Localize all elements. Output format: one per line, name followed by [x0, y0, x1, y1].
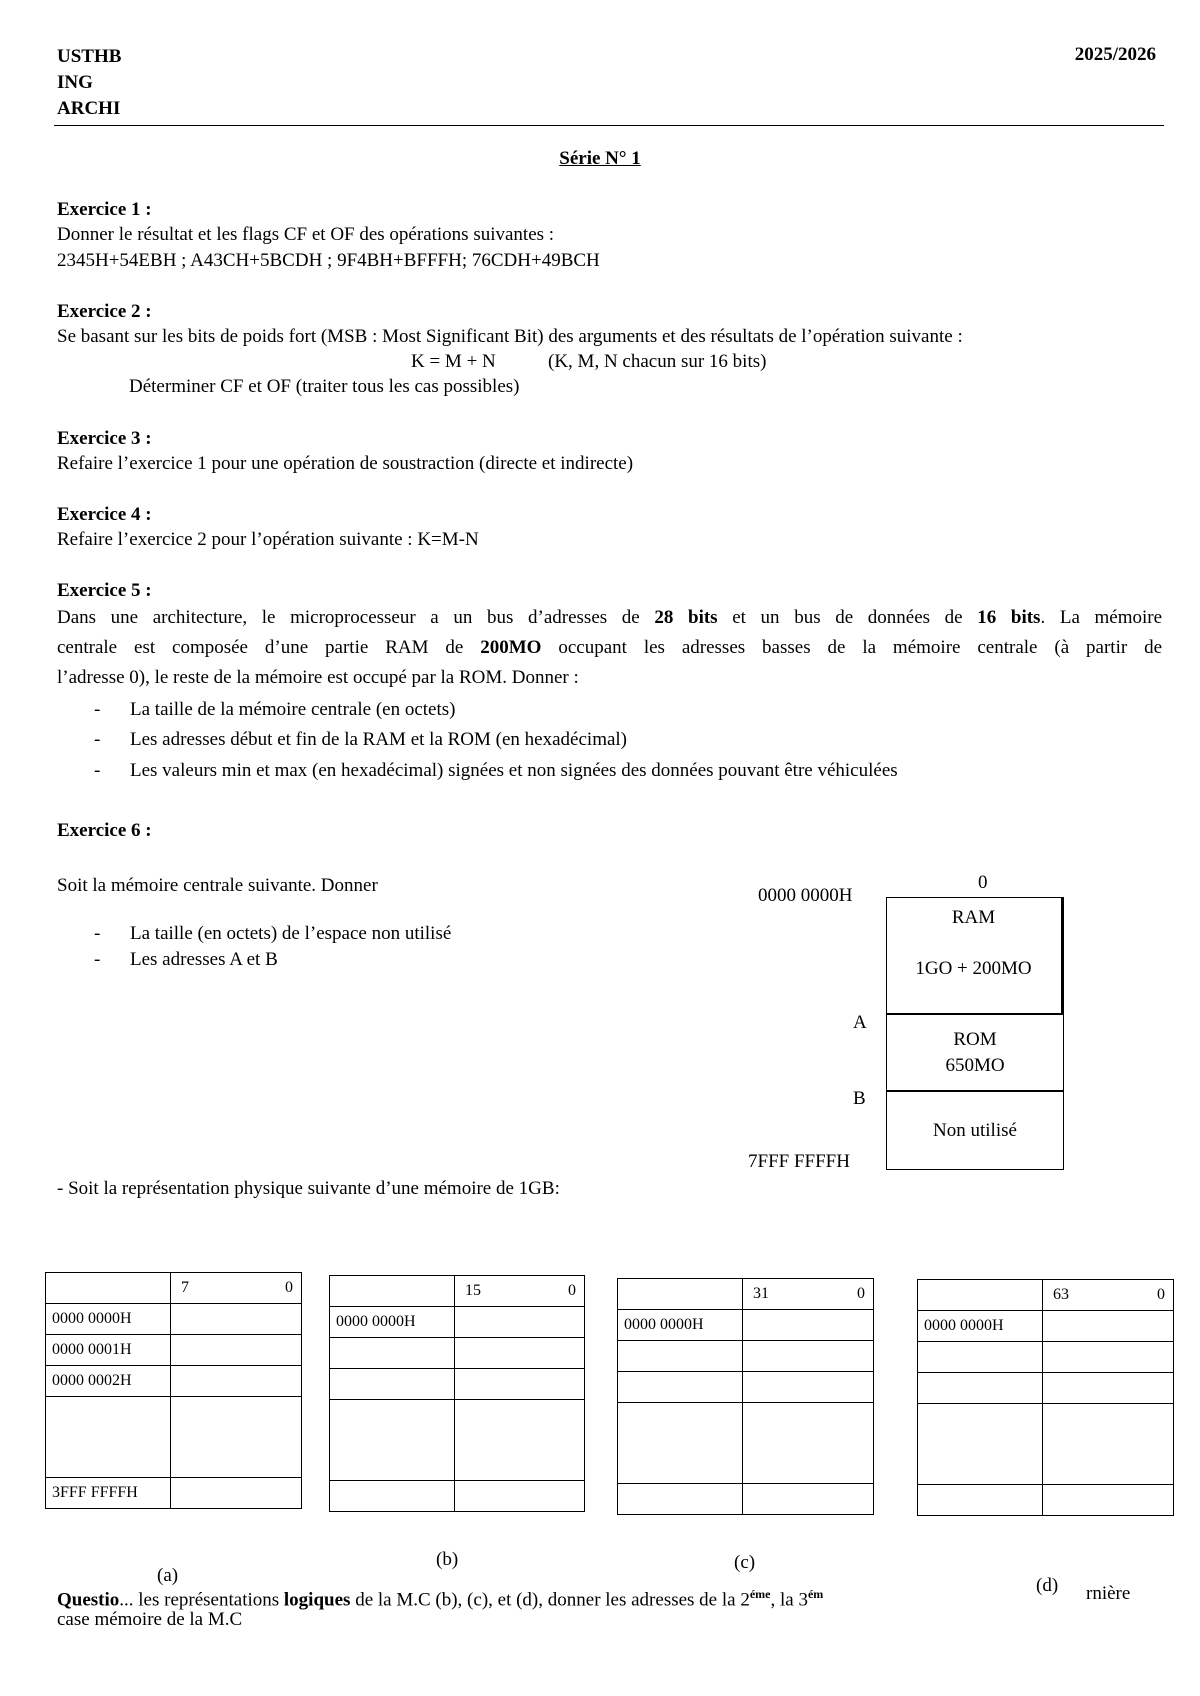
ex2-instruction: Déterminer CF et OF (traiter tous les cas possibles) [129, 376, 520, 397]
ex2-title: Exercice 2 : [57, 301, 152, 322]
ex4-text: Refaire l’exercice 2 pour l’opération suivante : K=M-N [57, 529, 479, 550]
map-end-address: 7FFF FFFFH [748, 1151, 850, 1172]
ex6-intro: Soit la mémoire centrale suivante. Donner [57, 875, 378, 896]
table-cell-address: 0000 0000H [330, 1307, 455, 1338]
memory-table-b: 15 0 0000 0000H [329, 1275, 585, 1512]
ex5-title: Exercice 5 : [57, 580, 152, 601]
ex5-para-line3: l’adresse 0), le reste de la mémoire est occupé par la ROM. Donner : [57, 667, 579, 688]
ex2-formula-note: (K, M, N chacun sur 16 bits) [548, 351, 767, 372]
question-line2: case mémoire de la M.C [57, 1609, 243, 1630]
ex1-operations: 2345H+54EBH ; A43CH+5BCDH ; 9F4BH+BFFFH; 76CDH+49BCH [57, 250, 600, 271]
table-cell-address: 0000 0002H [46, 1366, 171, 1397]
table-caption-a: (a) [157, 1565, 179, 1586]
header-block [57, 44, 121, 122]
academic-year: 2025/2026 [1074, 44, 1156, 65]
memory-table-c: 31 0 0000 0000H [617, 1278, 874, 1515]
ex3-title: Exercice 3 : [57, 428, 152, 449]
ex1-title: Exercice 1 : [57, 199, 152, 220]
ex6-bullet: - La taille (en octets) de l’espace non utilisé [94, 923, 452, 944]
rom-title: ROM [953, 1029, 997, 1050]
address-a-label: A [853, 1012, 867, 1033]
ex2-text: Se basant sur les bits de poids fort (MSB : Most Significant Bit) des arguments et des résultats de l’opération suivante : [57, 326, 963, 347]
table-caption-b: (b) [436, 1549, 459, 1570]
page-title: Série N° 1 [559, 148, 641, 169]
memory-table-a: 7 0 0000 0000H 0000 0001H 0000 0002H 3FFF FFFFH [45, 1272, 302, 1509]
ex3-text: Refaire l’exercice 1 pour une opération de soustraction (directe et indirecte) [57, 453, 634, 474]
table-cell-address: 0000 0000H [46, 1304, 171, 1335]
table-caption-d: (d) [1034, 1575, 1072, 1597]
ex4-title: Exercice 4 : [57, 504, 152, 525]
table-cell-address: 0000 0000H [918, 1311, 1043, 1342]
physical-intro: - Soit la représentation physique suivante d’une mémoire de 1GB: [57, 1178, 560, 1199]
ex6-bullet: - Les adresses A et B [94, 949, 278, 970]
institution: USTHB [57, 46, 122, 67]
ram-title: RAM [951, 907, 996, 928]
table-cell-address: 3FFF FFFFH [46, 1478, 171, 1509]
map-start-address: 0000 0000H [758, 885, 853, 906]
module: ARCHI [57, 98, 121, 119]
ram-size: 1GO + 200MO [915, 958, 1032, 979]
ex5-bullet: - La taille de la mémoire centrale (en octets) [94, 699, 456, 720]
question-line: Questio... les représentations logiques de la M.C (b), (c), et (d), donner les adresses de la $2^{éme}$, la $3^{ém}$ [57, 1587, 824, 1611]
unused-label: Non utilisé [933, 1120, 1017, 1141]
header-divider [54, 125, 1164, 126]
ex2-formula: K = M + N [411, 351, 496, 372]
level: ING [57, 72, 93, 93]
table-cell-address: 0000 0000H [618, 1310, 743, 1341]
map-bit-label: 0 [978, 872, 988, 893]
memory-table-d: 63 0 0000 0000H [917, 1279, 1174, 1516]
rom-size: 650MO [945, 1055, 1005, 1076]
ex5-bullet: - Les valeurs min et max (en hexadécimal) signées et non signées des données pouvant être véhiculées [94, 760, 898, 781]
table-caption-c: (c) [734, 1552, 756, 1573]
address-b-label: B [853, 1088, 866, 1109]
ex5-para-line1: Dans une architecture, le microprocesseur a un bus d’adresses de 28 bits et un bus de données de 16 bits. La mémoire [57, 607, 1163, 628]
ex6-title: Exercice 6 : [57, 820, 152, 841]
table-cell-address: 0000 0001H [46, 1335, 171, 1366]
question-line-end: rnière [1086, 1583, 1131, 1604]
ex1-text: Donner le résultat et les flags CF et OF des opérations suivantes : [57, 224, 555, 245]
ex5-para-line2: centrale est composée d’une partie RAM de 200MO occupant les adresses basses de la mémoire centrale (à partir de [57, 637, 1163, 658]
ex5-bullet: - Les adresses début et fin de la RAM et la ROM (en hexadécimal) [94, 729, 628, 750]
